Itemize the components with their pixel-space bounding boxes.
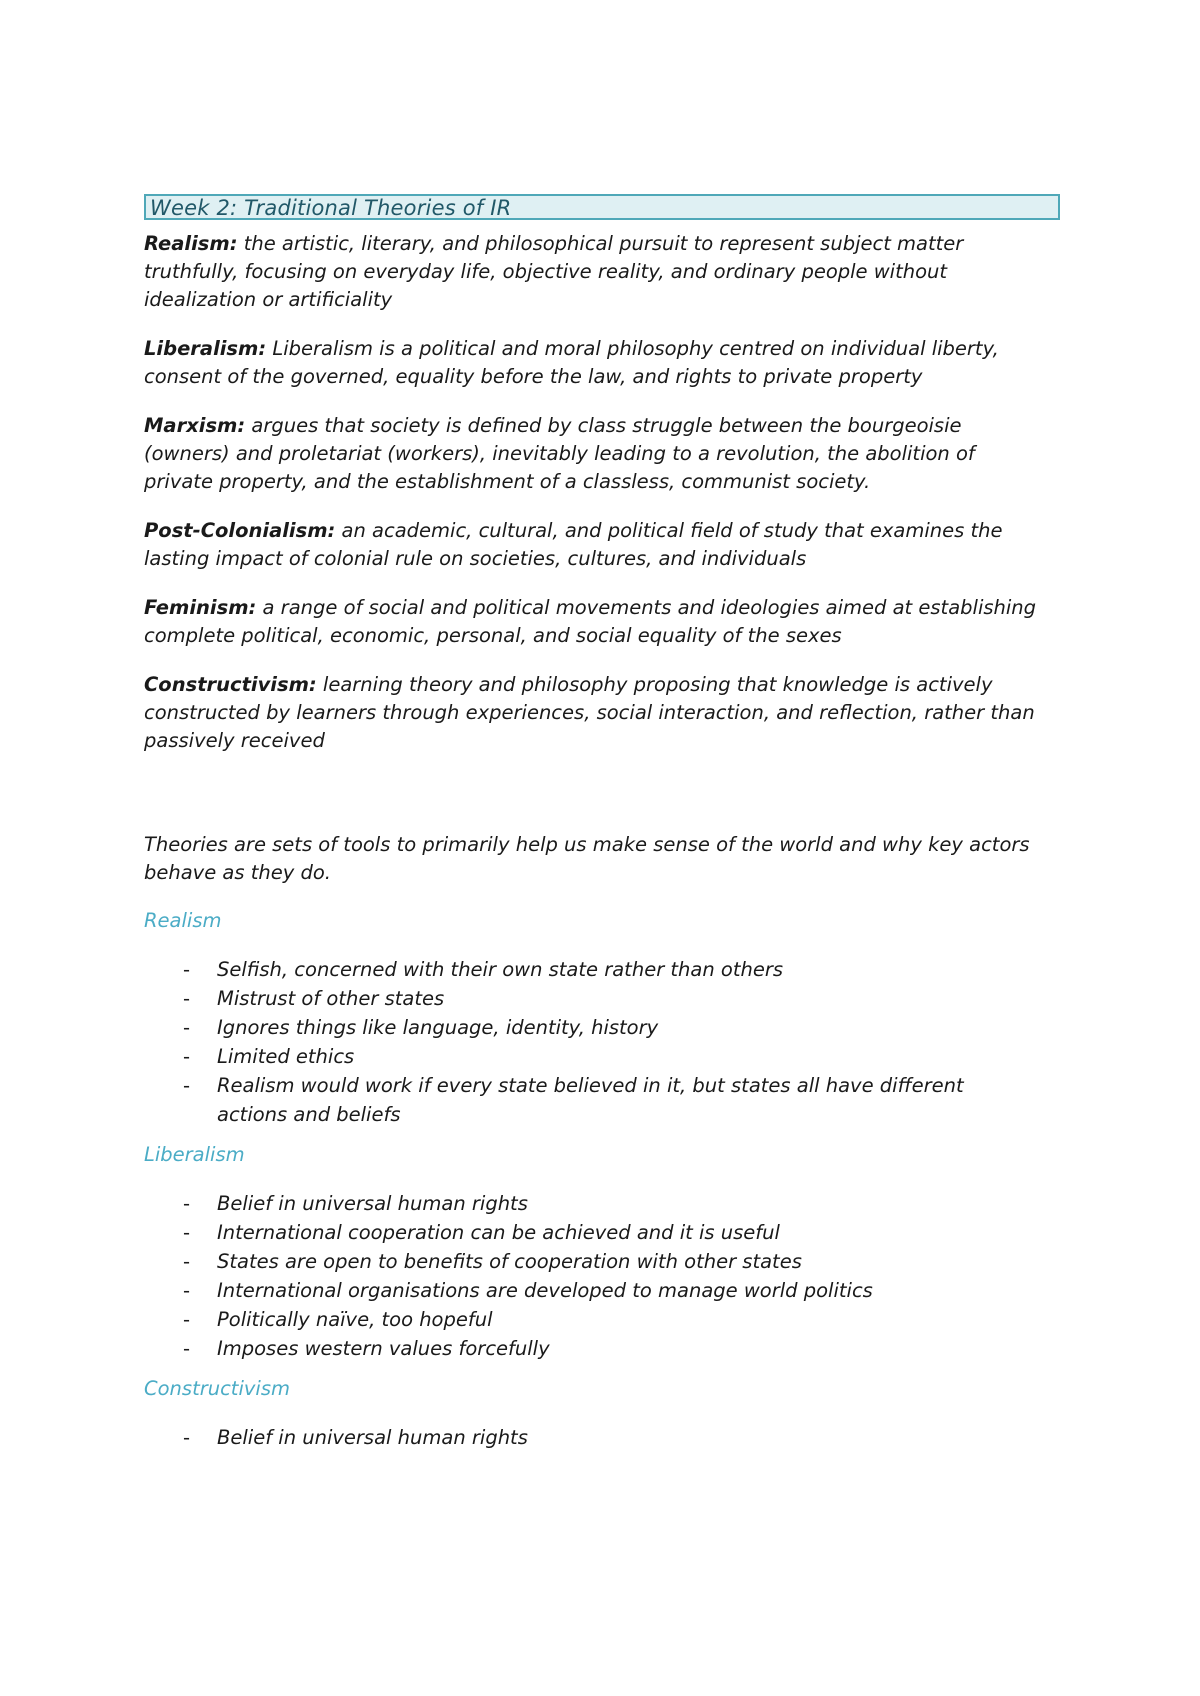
dash-bullet-icon: - [183,1192,191,1215]
definition-paragraph [144,594,1044,650]
definition-term: Feminism: [144,596,257,619]
dash-bullet-icon: - [183,1074,191,1097]
list-item-text: Belief in universal human rights [217,1426,528,1449]
list-item-text: Politically naïve, too hopeful [217,1308,493,1331]
dash-bullet-icon: - [183,1308,191,1331]
list-item [144,984,977,1013]
list-item [144,1423,977,1452]
definition-paragraph [144,412,1044,496]
list-item [144,1305,977,1334]
definition-text: a range of social and political movements and ideologies aimed at establishing complete political, economic, personal, and social equality of the sexes [144,596,1037,647]
bullet-list [144,955,1064,1129]
definition-text: learning theory and philosophy proposing that knowledge is actively constructed by learners through experiences, social interaction, and reflection, rather than passively received [144,673,1035,752]
dash-bullet-icon: - [183,1250,191,1273]
definition-paragraph [144,230,1044,314]
dash-bullet-icon: - [183,958,191,981]
list-item [144,1013,977,1042]
dash-bullet-icon: - [183,1221,191,1244]
list-item [144,1218,977,1247]
section-realism [144,907,1064,1129]
list-item [144,1247,977,1276]
list-item [144,1276,977,1305]
list-item-text: International cooperation can be achieved and it is useful [217,1221,780,1244]
definition-paragraph [144,517,1044,573]
section-heading: Constructivism [144,1377,290,1400]
dash-bullet-icon: - [183,1279,191,1302]
intro-paragraph: Theories are sets of tools to primarily help us make sense of the world and why key actors behave as they do. [144,833,1030,884]
list-item-text: Selfish, concerned with their own state rather than others [217,958,784,981]
definition-text: Liberalism is a political and moral philosophy centred on individual liberty, consent of the governed, equality before the law, and rights to private property [144,337,999,388]
dash-bullet-icon: - [183,987,191,1010]
list-item-text: Ignores things like language, identity, history [217,1016,659,1039]
definition-term: Realism: [144,232,238,255]
definition-paragraph [144,335,1044,391]
section-heading: Liberalism [144,1143,245,1166]
definition-text: the artistic, literary, and philosophical pursuit to represent subject matter truthfully, focusing on everyday life, objective reality, and ordinary people without idealization or artificiality [144,232,964,311]
definition-text: argues that society is defined by class struggle between the bourgeoisie (owners) and proletariat (workers), inevitably leading to a revolution, the abolition of private property, and the establishment of a classless, communist society. [144,414,975,493]
list-item-text: Limited ethics [217,1045,355,1068]
bullet-list [144,1423,1064,1452]
list-item-text: Belief in universal human rights [217,1192,528,1215]
definition-paragraph [144,671,1044,755]
definition-term: Post-Colonialism: [144,519,336,542]
section-liberalism [144,1141,1064,1363]
definition-text: an academic, cultural, and political field of study that examines the lasting impact of colonial rule on societies, cultures, and individuals [144,519,1003,570]
list-item [144,1042,977,1071]
definition-term: Marxism: [144,414,246,437]
definition-term: Liberalism: [144,337,267,360]
list-item [144,1334,977,1363]
dash-bullet-icon: - [183,1016,191,1039]
page-title: Week 2: Traditional Theories of IR [144,194,1060,220]
list-item [144,1189,977,1218]
section-constructivism [144,1375,1064,1452]
bullet-list [144,1189,1064,1363]
dash-bullet-icon: - [183,1045,191,1068]
dash-bullet-icon: - [183,1426,191,1449]
list-item-text: Realism would work if every state believed in it, but states all have different actions and beliefs [217,1074,964,1126]
definition-term: Constructivism: [144,673,317,696]
list-item-text: States are open to benefits of cooperation with other states [217,1250,802,1273]
list-item-text: Imposes western values forcefully [217,1337,550,1360]
section-heading: Realism [144,909,222,932]
list-item-text: Mistrust of other states [217,987,445,1010]
list-item-text: International organisations are developed to manage world politics [217,1279,873,1302]
list-item [144,955,977,984]
definitions-block [144,230,1064,755]
dash-bullet-icon: - [183,1337,191,1360]
list-item [144,1071,977,1129]
document-page [144,194,1064,1464]
